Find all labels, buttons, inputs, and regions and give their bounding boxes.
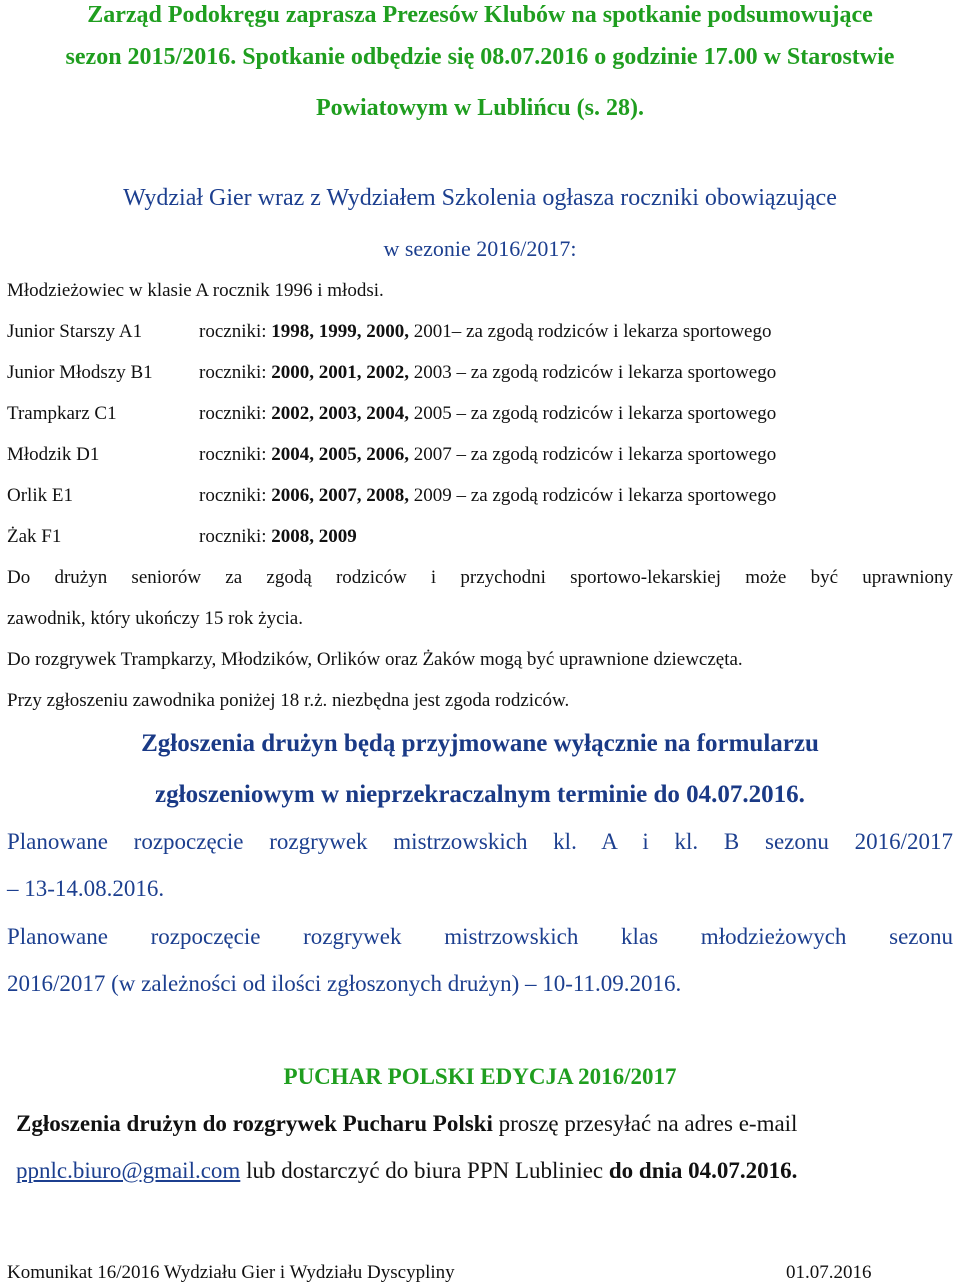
intro-line-1: Zarząd Podokręgu zaprasza Prezesów Klubów na spotkanie podsumowujące <box>87 2 873 28</box>
footer-date: 01.07.2016 <box>786 1262 872 1283</box>
years-extra: 2005 – za zgodą rodziców i lekarza sportowego <box>409 403 777 424</box>
category-years <box>199 526 357 548</box>
category-years <box>199 444 776 466</box>
years-extra: 2009 – za zgodą rodziców i lekarza sportowego <box>409 485 777 506</box>
puchar-line-2 <box>16 1158 797 1184</box>
years-bold: 2008, 2009 <box>271 526 357 547</box>
category-years <box>199 485 776 507</box>
category-years <box>199 362 776 384</box>
mlodziezowiec-note: Młodzieżowiec w klasie A rocznik 1996 i młodsi. <box>7 280 384 301</box>
puchar-middle-text: lub dostarczyć do biura PPN Lubliniec <box>240 1158 609 1183</box>
puchar-line-1 <box>16 1111 797 1137</box>
category-name: Młodzik D1 <box>7 444 100 465</box>
plan-mlodziez-line-2: 2016/2017 (w zależności od ilości zgłoszonych drużyn) – 10-11.09.2016. <box>7 971 682 996</box>
category-name: Junior Młodszy B1 <box>7 362 153 383</box>
years-bold: 2004, 2005, 2006, <box>271 444 410 465</box>
wydzial-heading-line-1: Wydział Gier wraz z Wydziałem Szkolenia ogłasza roczniki obowiązujące <box>123 185 837 211</box>
category-years <box>199 321 771 343</box>
years-prefix: roczniki: <box>199 526 272 547</box>
years-prefix: roczniki: <box>199 485 272 506</box>
footer-title: Komunikat 16/2016 Wydziału Gier i Wydziału Dyscypliny <box>7 1262 455 1283</box>
category-name: Trampkarz C1 <box>7 403 117 424</box>
dziewczeta-note: Do rozgrywek Trampkarzy, Młodzików, Orlików oraz Żaków mogą być uprawnione dziewczęta. <box>7 649 743 670</box>
puchar-normal-text: proszę przesyłać na adres e-mail <box>492 1111 798 1136</box>
zgloszenia-line-2: zgłoszeniowym w nieprzekraczalnym terminie do 04.07.2016. <box>155 781 805 808</box>
email-link[interactable]: ppnlc.biuro@gmail.com <box>16 1158 241 1183</box>
years-bold: 1998, 1999, 2000, <box>271 321 410 342</box>
years-prefix: roczniki: <box>199 321 272 342</box>
category-name: Żak F1 <box>7 526 62 547</box>
plan-ab-line-2: – 13-14.08.2016. <box>7 876 165 901</box>
years-bold: 2006, 2007, 2008, <box>271 485 410 506</box>
category-years <box>199 403 776 425</box>
years-prefix: roczniki: <box>199 444 272 465</box>
years-bold: 2002, 2003, 2004, <box>271 403 410 424</box>
years-bold: 2000, 2001, 2002, <box>271 362 410 383</box>
zgloszenia-line-1: Zgłoszenia drużyn będą przyjmowane wyłącznie na formularzu <box>141 730 819 757</box>
category-name: Junior Starszy A1 <box>7 321 143 342</box>
zgoda-note: Przy zgłoszeniu zawodnika poniżej 18 r.ż. niezbędna jest zgoda rodziców. <box>7 690 570 711</box>
puchar-bold-text: Zgłoszenia drużyn do rozgrywek Pucharu Polski <box>16 1111 493 1136</box>
puchar-deadline: do dnia 04.07.2016. <box>608 1158 798 1183</box>
intro-line-3: Powiatowym w Lublińcu (s. 28). <box>315 95 645 121</box>
intro-line-2: sezon 2015/2016. Spotkanie odbędzie się 08.07.2016 o godzinie 17.00 w Starostwie <box>65 44 895 70</box>
years-extra: 2001– za zgodą rodziców i lekarza sportowego <box>409 321 772 342</box>
plan-ab-line-1: Planowane rozpoczęcie rozgrywek mistrzowskich kl. A i kl. B sezonu 2016/2017 <box>7 829 953 854</box>
years-extra: 2003 – za zgodą rodziców i lekarza sportowego <box>409 362 777 383</box>
seniorzy-line-2: zawodnik, który ukończy 15 rok życia. <box>7 608 303 629</box>
plan-mlodziez-line-1: Planowane rozpoczęcie rozgrywek mistrzowskich klas młodzieżowych sezonu <box>7 924 953 949</box>
years-prefix: roczniki: <box>199 362 272 383</box>
seniorzy-line-1: Do drużyn seniorów za zgodą rodziców i przychodni sportowo-lekarskiej może być uprawniony <box>7 567 953 588</box>
years-prefix: roczniki: <box>199 403 272 424</box>
wydzial-heading-line-2: w sezonie 2016/2017: <box>383 236 577 261</box>
years-extra: 2007 – za zgodą rodziców i lekarza sportowego <box>409 444 777 465</box>
puchar-title: PUCHAR POLSKI EDYCJA 2016/2017 <box>283 1064 677 1089</box>
category-name: Orlik E1 <box>7 485 73 506</box>
